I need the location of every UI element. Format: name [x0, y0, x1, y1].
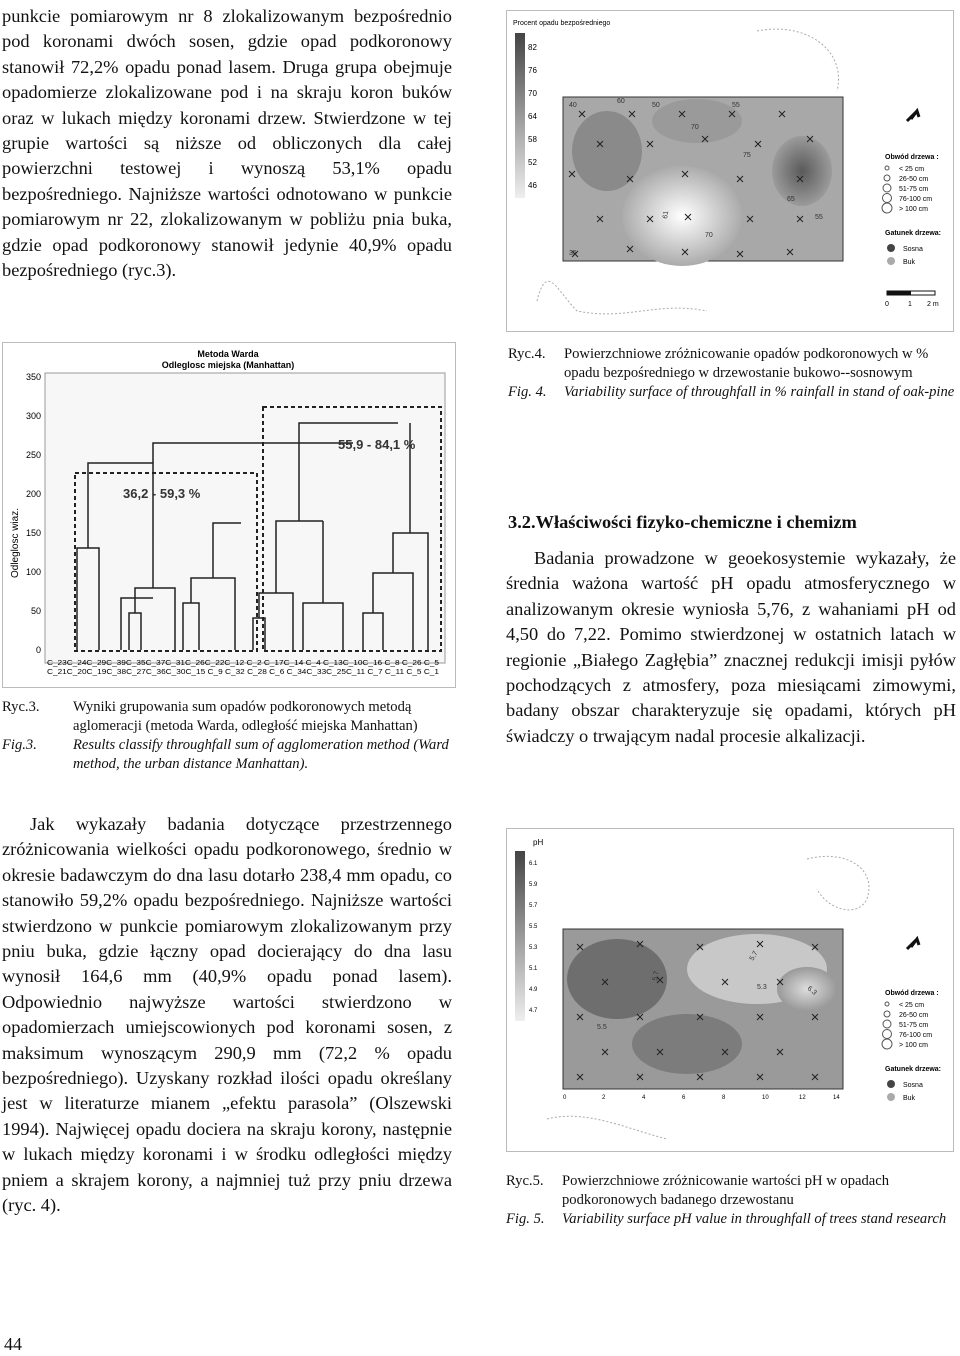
map4-legend-title: Procent opadu bezpośredniego — [513, 20, 611, 27]
map5-legend-title: pH — [533, 838, 544, 847]
scale-value: 70 — [528, 89, 537, 98]
scale-value: 5.9 — [529, 882, 538, 888]
svg-text:4: 4 — [642, 1095, 646, 1101]
svg-text:65: 65 — [787, 196, 795, 203]
x-axis — [563, 1095, 840, 1101]
legend-item: < 25 cm — [899, 166, 925, 173]
scale-value: 6.1 — [529, 861, 538, 867]
scale-value: 64 — [528, 112, 537, 121]
scale-value: 52 — [528, 158, 537, 167]
legend-item: Sosna — [903, 246, 923, 253]
left-bottom-paragraph: Jak wykazały badania dotyczące przestrzennego zróżnicowania wielkości opadu podkoronowego, średnio w okresie badawczym do dna lasu dotarło 238,4 mm opadu, co stanowiło 59,2% opadu bezpośredniego. Najniższe wartości stwierdzono w punkcie pomiarowym zlokalizowanym przy pniu buka, gdzie łączny opad docierający do dna lasu wynosił 164,6 mm (40,9% opadu ponad lasem). Odpowiednio najwyższe wartości stwierdzono w opadomierzach umiejscowionych pod koronami sosen, z maksimum wynoszącym 290,9 mm (72,2 % opadu bezpośredniego). Uzyskany rozkład ilości opadu określany jest w literaturze mianem „efektu parasola” (Olszewski 1994). Najwięcej opadu dociera na skraju korony, następnie w lukach między koronami i w środku odległości między pniem a skrajem korony, a najmniej tuż przy pniu drzewa (ryc. 4). — [2, 814, 452, 1216]
dendrogram-svg — [3, 343, 455, 687]
caption-text: Powierzchniowe zróżnicowanie opadów podkoronowych w % opadu bezpośredniego w drzewostanie bukowo--sosnowym — [564, 346, 929, 381]
svg-text:55: 55 — [732, 102, 740, 109]
caption-label: Ryc.4. — [508, 346, 546, 362]
svg-text:8: 8 — [722, 1095, 726, 1101]
scale-value: 5.5 — [529, 924, 538, 930]
y-tick: 300 — [25, 411, 41, 421]
caption-text: Variability surface of throughfall in % rainfall in stand of oak-pine — [564, 384, 955, 400]
ph-map-figure — [506, 828, 954, 1152]
plot-area — [45, 373, 445, 663]
y-tick: 200 — [25, 489, 41, 499]
svg-text:75: 75 — [743, 152, 751, 159]
svg-text:5.7: 5.7 — [652, 970, 661, 982]
scale-value: 5.3 — [529, 945, 538, 951]
y-tick: 100 — [25, 567, 41, 577]
caption-label: Fig.3. — [2, 737, 37, 753]
left-top-paragraph: punkcie pomiarowym nr 8 zlokalizowanym bezpośrednio pod koronami dwóch sosen, gdzie opad podkoronowy stanowił 72,2% opadu ponad lasem. Druga grupa obejmuje opadomierze zlokalizowane pod i na skraju koron buków oraz w lukach między koronami drzew. Stwierdzone w tej grupie wartości są niższe od obliczonych dla całej powierzchni testowej i wynoszą 53,1% opadu bezpośredniego. Najniższe wartości odnotowano w punkcie pomiarowym nr 22, zlokalizowanym w pobliżu pnia buka, gdzie opad podkoronowy stanowił jedynie 40,9% opadu bezpośredniego (ryc.3). — [2, 6, 452, 281]
svg-text:5.5: 5.5 — [597, 1024, 607, 1031]
svg-text:2: 2 — [602, 1095, 606, 1101]
legend-title: Obwód drzewa : — [885, 990, 939, 997]
svg-text:40: 40 — [569, 102, 577, 109]
map4-color-scale — [515, 33, 525, 198]
legend-item: 76-100 cm — [899, 1032, 933, 1039]
svg-text:70: 70 — [705, 232, 713, 239]
scale-bar-label: 2 m — [927, 301, 939, 308]
caption-text: Results classify throughfall sum of agglomeration method (Ward method, the urban distance Manhattan). — [73, 737, 449, 772]
svg-text:5.7: 5.7 — [748, 950, 760, 962]
scale-value: 76 — [528, 66, 537, 75]
scale-value: 5.7 — [529, 903, 538, 909]
low-value-zone — [772, 136, 832, 206]
throughfall-map-figure — [506, 10, 954, 332]
legend-title: Gatunek drzewa: — [885, 230, 942, 237]
svg-text:6: 6 — [682, 1095, 686, 1101]
x-tick-labels: C_21C_20C_19C_38C_27C_36C_30C_15 C_9 C_32 C_28 C_6 C_34C_33C_25C_11 C_7 C_11 C_5 C_1 — [47, 669, 440, 676]
legend-item: Sosna — [903, 1082, 923, 1089]
dendrogram-figure — [2, 342, 456, 688]
ph-zone — [632, 1014, 742, 1074]
dendrogram-subtitle: Odleglosc miejska (Manhattan) — [161, 360, 295, 370]
caption-text: Variability surface pH value in throughfall of trees stand research — [562, 1211, 947, 1227]
legend-item: > 100 cm — [899, 1042, 928, 1049]
svg-text:60: 60 — [617, 98, 625, 105]
legend-item: 76-100 cm — [899, 196, 933, 203]
svg-text:5.3: 5.3 — [757, 984, 767, 991]
legend-item: 51-75 cm — [899, 1022, 929, 1029]
fig4-caption — [508, 345, 956, 402]
y-tick: 0 — [35, 645, 41, 655]
y-tick: 150 — [25, 528, 41, 538]
map4-svg — [507, 11, 953, 331]
svg-text:0: 0 — [563, 1095, 567, 1101]
svg-text:10: 10 — [762, 1095, 769, 1101]
svg-text:12: 12 — [799, 1095, 806, 1101]
legend-item: > 100 cm — [899, 206, 928, 213]
caption-label: Fig. 4. — [508, 384, 547, 400]
scale-bar-label: 0 — [885, 301, 889, 308]
caption-text: Powierzchniowe zróżnicowanie wartości pH w opadach podkoronowych badanego drzewostanu — [562, 1173, 890, 1208]
y-tick: 250 — [25, 450, 41, 460]
scale-bar-label: 1 — [908, 301, 912, 308]
svg-text:55: 55 — [815, 214, 823, 221]
caption-label: Ryc.5. — [506, 1173, 544, 1189]
fig5-caption — [506, 1172, 956, 1229]
scale-value: 46 — [528, 181, 537, 190]
caption-label: Fig. 5. — [506, 1211, 545, 1227]
legend-item: < 25 cm — [899, 1002, 925, 1009]
svg-text:50: 50 — [652, 102, 660, 109]
legend-item: Buk — [903, 259, 916, 266]
mid-value-zone — [652, 99, 742, 143]
dendrogram-title: Metoda Warda — [197, 349, 259, 359]
north-arrow-icon — [907, 111, 919, 121]
scale-value: 58 — [528, 135, 537, 144]
legend-item: 26-50 cm — [899, 1012, 929, 1019]
svg-text:6.3: 6.3 — [805, 985, 818, 997]
legend-item: Buk — [903, 1095, 916, 1102]
section-heading: 3.2.Właściwości fizyko-chemiczne i chemizm — [508, 512, 857, 532]
svg-text:14: 14 — [833, 1095, 840, 1101]
map5-svg — [507, 829, 953, 1151]
fig3-caption — [2, 698, 452, 774]
x-tick-labels: C_23C_24C_29C_39C_35C_37C_31C_26C_22C_12 C_2 C_17C_14 C_4 C_13C_10C_16 C_8 C_26 C_5 — [47, 660, 440, 667]
legend-title: Gatunek drzewa: — [885, 1066, 942, 1073]
north-arrow-icon — [907, 939, 919, 949]
page-number: 44 — [4, 1334, 22, 1354]
y-axis-label: Odleglosc wiaz. — [10, 507, 21, 579]
high-value-zone — [622, 166, 742, 266]
legend-title: Obwód drzewa : — [885, 154, 939, 161]
caption-label: Ryc.3. — [2, 699, 40, 715]
legend-item: 26-50 cm — [899, 176, 929, 183]
legend-item: 51-75 cm — [899, 186, 929, 193]
y-tick: 350 — [25, 372, 41, 382]
map5-color-scale — [515, 851, 525, 1021]
caption-text: Wyniki grupowania sum opadów podkoronowych metodą aglomeracji (metoda Warda, odległość miejska Manhattan) — [73, 699, 418, 734]
scale-value: 5.1 — [529, 966, 538, 972]
right-paragraph: Badania prowadzone w geoekosystemie wykazały, że średnia ważona wartość pH opadu atmosferycznego w analizowanym okresie wyniosła 5,76, z wahaniami pH od 4,50 do 7,22. Pomimo stwierdzonej w ostatnich latach w regionie „Białego Zagłębia” znacznej redukcji imisji pyłów pochodzących z atmosfery, poza miesiącami zimowymi, badany obszar charakteryzuje się opadami, których pH świadczy o trwającym nadal procesie alkalizacji. — [506, 548, 956, 746]
low-value-zone — [572, 111, 642, 191]
svg-text:61: 61 — [662, 210, 671, 220]
scale-value: 4.7 — [529, 1008, 538, 1014]
svg-text:35: 35 — [569, 250, 577, 257]
cluster1-label: 36,2 - 59,3 % — [123, 486, 201, 501]
scale-value: 82 — [528, 43, 537, 52]
cluster2-label: 55,9 - 84,1 % — [338, 437, 416, 452]
svg-text:70: 70 — [691, 124, 699, 131]
scale-value: 4.9 — [529, 987, 538, 993]
y-tick: 50 — [30, 606, 41, 616]
